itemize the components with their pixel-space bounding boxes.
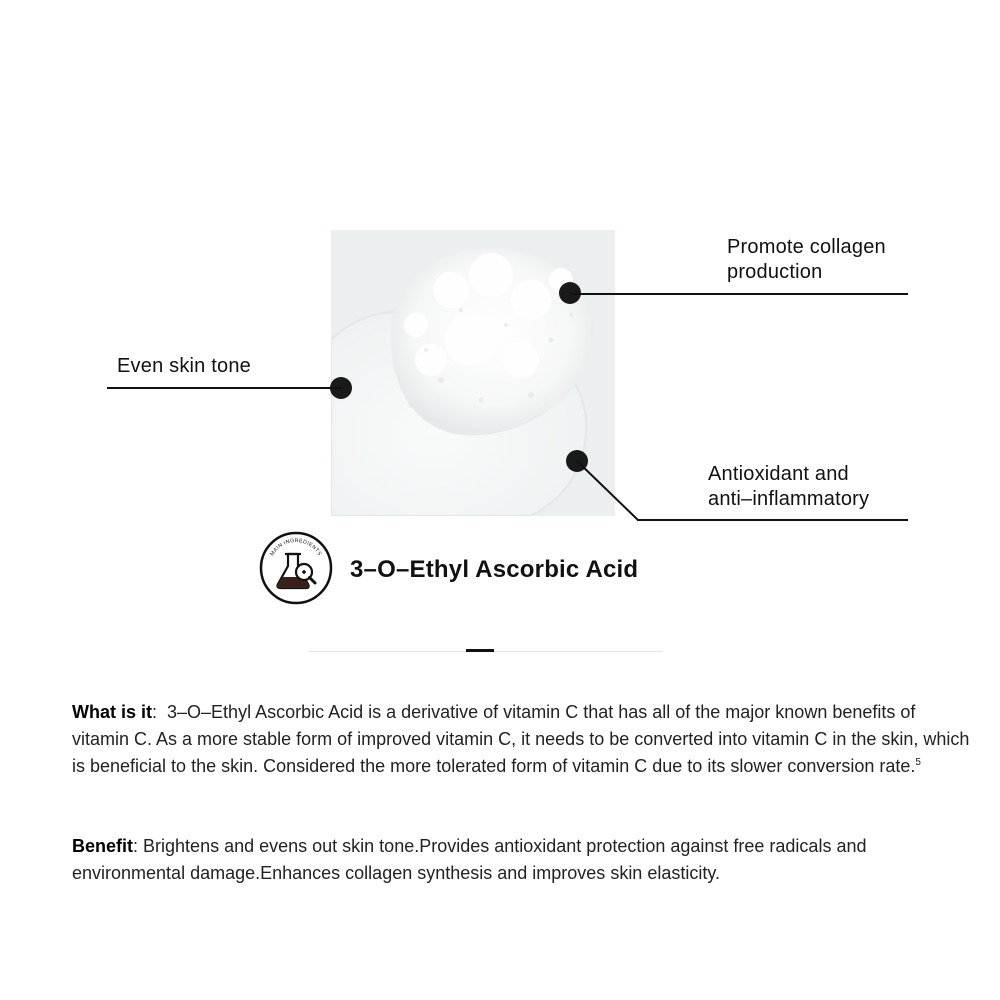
callout-dot-antioxidant	[566, 450, 588, 472]
callout-collagen-line2: production	[727, 261, 823, 283]
callout-collagen-line1: Promote collagen	[727, 236, 886, 258]
benefit-paragraph: Benefit: Brightens and evens out skin tone.Provides antioxidant protection against free radicals and environmental damage.Enhances collagen synthesis and improves skin elasticity.	[72, 836, 867, 883]
what-is-it-paragraph: What is it: 3–O–Ethyl Ascorbic Acid is a derivative of vitamin C that has all of the major known benefits of vitamin C. As a more stable form of improved vitamin C, it needs to be converted into vitamin C in the skin, which is beneficial to the skin. Considered the more tolerated form of vitamin C due to its slower conversion rate.$^5$	[72, 702, 970, 776]
svg-text:MAIN INGREDIENTS: MAIN INGREDIENTS	[269, 537, 323, 558]
what-is-it-label: What is it	[72, 702, 152, 722]
callout-line-collagen	[570, 293, 908, 295]
footnote-marker: 5	[915, 757, 921, 768]
main-ingredients-badge	[258, 530, 334, 606]
ingredient-name: 3–O–Ethyl Ascorbic Acid	[350, 556, 639, 583]
benefit-text: Brightens and evens out skin tone.Provides antioxidant protection against free radicals and environmental damage.Enhances collagen synthesis and improves skin elasticity.	[72, 836, 867, 883]
callout-collagen	[727, 235, 886, 285]
powder-illustration	[331, 230, 615, 516]
divider-accent	[466, 649, 494, 652]
powder-texture-image	[331, 230, 615, 516]
callout-antioxidant-line2: anti–inflammatory	[708, 488, 870, 510]
what-is-it-text: 3–O–Ethyl Ascorbic Acid is a derivative of vitamin C that has all of the major known benefits of vitamin C. As a more stable form of improved vitamin C, it needs to be converted into vitamin C in the skin, which is beneficial to the skin. Considered the more tolerated form of vitamin C due to its slower conversion rate.	[72, 702, 970, 776]
callout-antioxidant-line1: Antioxidant and	[708, 463, 849, 485]
callout-antioxidant	[708, 462, 869, 512]
callout-line-skin-tone	[107, 387, 341, 389]
benefit-label: Benefit	[72, 836, 134, 856]
flask-magnifier-icon	[258, 530, 334, 606]
callout-skin-tone: Even skin tone	[117, 355, 251, 377]
